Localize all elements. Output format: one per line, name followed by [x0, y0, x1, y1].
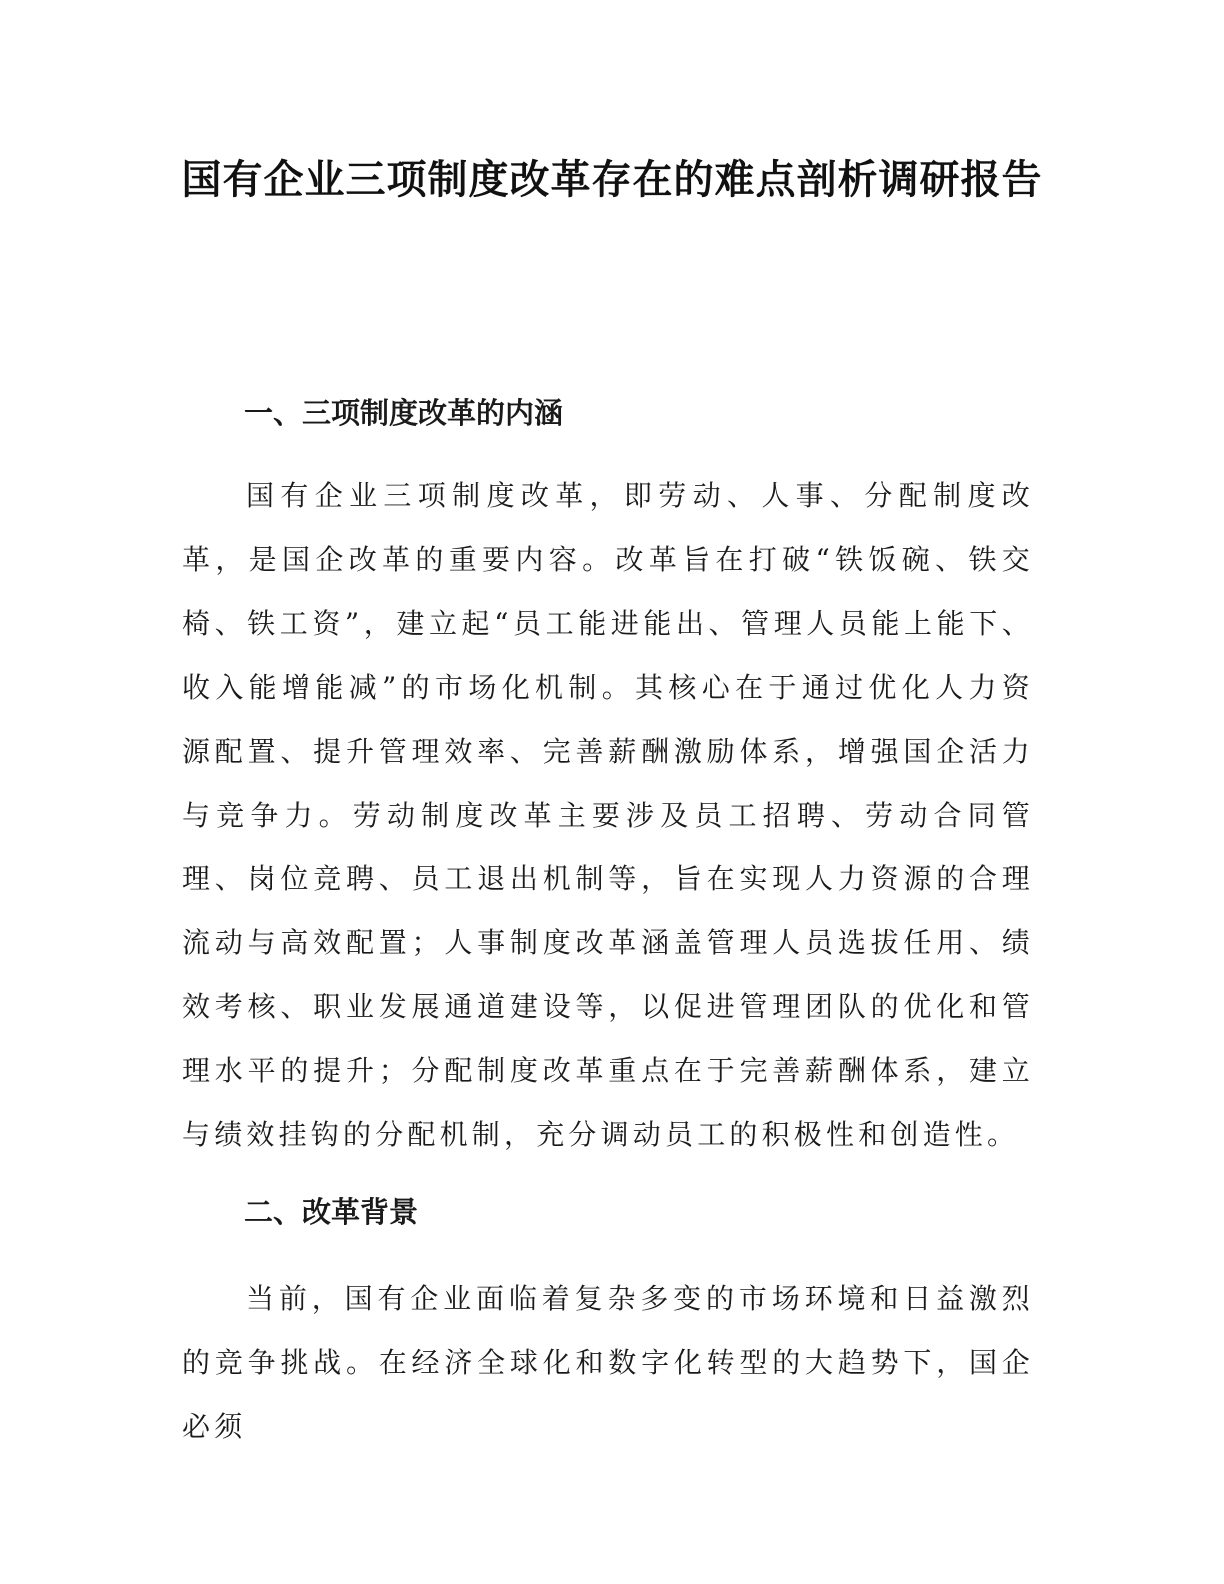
section-paragraph-background: 当前，国有企业面临着复杂多变的市场环境和日益激烈的竞争挑战。在经济全球化和数字化转型的大趋势下，国企必须 [182, 1282, 1034, 1443]
section-paragraph-connotation: 国有企业三项制度改革，即劳动、人事、分配制度改革，是国企改革的重要内容。改革旨在打破“铁饭碗、铁交椅、铁工资”，建立起“员工能进能出、管理人员能上能下、收入能增能减”的市场化机制。其核心在于通过优化人力资源配置、提升管理效率、完善薪酬激励体系，增强国企活力与竞争力。劳动制度改革主要涉及员工招聘、劳动合同管理、岗位竞聘、员工退出机制等，旨在实现人力资源的合理流动与高效配置；人事制度改革涵盖管理人员选拔任用、绩效考核、职业发展通道建设等，以促进管理团队的优化和管理水平的提升；分配制度改革重点在于完善薪酬体系，建立与绩效挂钩的分配机制，充分调动员工的积极性和创造性。 [182, 479, 1034, 1152]
section-heading-connotation: 一、三项制度改革的内涵 [244, 396, 564, 430]
document-title: 国有企业三项制度改革存在的难点剖析调研报告 [181, 157, 1043, 203]
section-heading-background: 二、改革背景 [244, 1195, 419, 1229]
